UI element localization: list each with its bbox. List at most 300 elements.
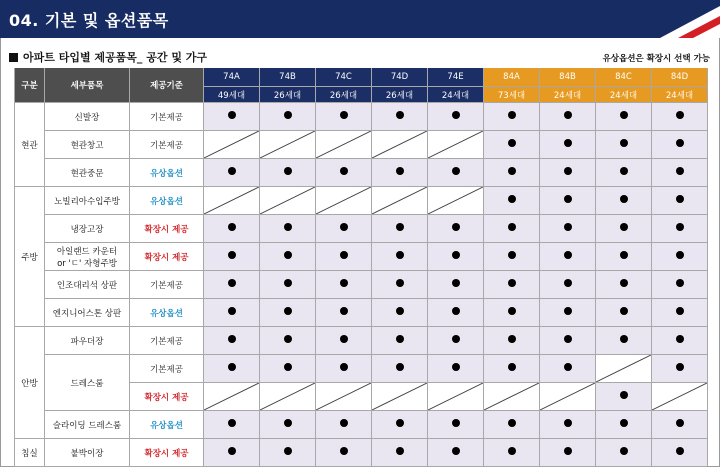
availability-cell-74D xyxy=(372,243,428,271)
provided-dot-icon xyxy=(228,419,236,427)
not-provided-slash-icon xyxy=(428,187,483,214)
availability-cell-74A xyxy=(204,187,260,215)
provided-dot-icon xyxy=(676,139,684,147)
availability-cell-74C xyxy=(316,243,372,271)
item-cell: 인조대리석 상판 xyxy=(45,271,130,299)
provided-dot-icon xyxy=(228,111,236,119)
availability-cell-74B xyxy=(260,439,316,467)
provided-dot-icon xyxy=(340,279,348,287)
provided-dot-icon xyxy=(564,419,572,427)
not-provided-slash-icon xyxy=(428,383,483,410)
provided-dot-icon xyxy=(508,447,516,455)
unit-count-74E: 24세대 xyxy=(428,87,484,103)
availability-cell-84A xyxy=(484,299,540,327)
provision-cell: 확장시 제공 xyxy=(130,243,204,271)
availability-cell-74A xyxy=(204,215,260,243)
provided-dot-icon xyxy=(508,139,516,147)
availability-cell-74E xyxy=(428,187,484,215)
table-row xyxy=(15,411,708,439)
provided-dot-icon xyxy=(620,167,628,175)
not-provided-slash-icon xyxy=(204,131,259,158)
type-header-84C: 84C xyxy=(596,68,652,87)
availability-cell-74D xyxy=(372,439,428,467)
provided-dot-icon xyxy=(676,363,684,371)
availability-cell-74B xyxy=(260,103,316,131)
availability-cell-74A xyxy=(204,103,260,131)
table-row xyxy=(15,355,708,383)
availability-cell-74C xyxy=(316,327,372,355)
provided-dot-icon xyxy=(620,279,628,287)
availability-cell-84C xyxy=(596,355,652,383)
availability-cell-84C xyxy=(596,327,652,355)
provided-dot-icon xyxy=(228,279,236,287)
availability-cell-84A xyxy=(484,103,540,131)
provided-dot-icon xyxy=(676,419,684,427)
availability-cell-74D xyxy=(372,187,428,215)
provided-dot-icon xyxy=(284,279,292,287)
provided-dot-icon xyxy=(508,251,516,259)
availability-cell-84C xyxy=(596,271,652,299)
availability-cell-74B xyxy=(260,383,316,411)
table-row xyxy=(15,131,708,159)
provided-dot-icon xyxy=(396,335,404,343)
provided-dot-icon xyxy=(452,279,460,287)
table-row xyxy=(15,439,708,467)
provided-dot-icon xyxy=(620,307,628,315)
provided-dot-icon xyxy=(396,279,404,287)
availability-cell-74B xyxy=(260,271,316,299)
not-provided-slash-icon xyxy=(484,383,539,410)
availability-cell-84B xyxy=(540,271,596,299)
provision-cell: 기본제공 xyxy=(130,103,204,131)
availability-cell-74E xyxy=(428,355,484,383)
provided-dot-icon xyxy=(396,447,404,455)
provision-cell: 확장시 제공 xyxy=(130,383,204,411)
unit-count-84C: 24세대 xyxy=(596,87,652,103)
availability-cell-84C xyxy=(596,187,652,215)
availability-cell-84D xyxy=(652,159,708,187)
availability-cell-74D xyxy=(372,383,428,411)
type-header-84B: 84B xyxy=(540,68,596,87)
availability-cell-84A xyxy=(484,355,540,383)
availability-cell-84B xyxy=(540,159,596,187)
not-provided-slash-icon xyxy=(260,383,315,410)
availability-cell-74E xyxy=(428,299,484,327)
availability-cell-84B xyxy=(540,299,596,327)
not-provided-slash-icon xyxy=(260,187,315,214)
provided-dot-icon xyxy=(340,251,348,259)
availability-cell-84B xyxy=(540,411,596,439)
provided-dot-icon xyxy=(508,279,516,287)
availability-cell-84D xyxy=(652,439,708,467)
availability-cell-74D xyxy=(372,159,428,187)
availability-cell-74A xyxy=(204,439,260,467)
unit-count-84B: 24세대 xyxy=(540,87,596,103)
column-header-category: 구분 xyxy=(15,68,45,103)
table-row xyxy=(15,103,708,131)
item-cell: 엔지니어스톤 상판 xyxy=(45,299,130,327)
provided-dot-icon xyxy=(676,307,684,315)
availability-cell-74C xyxy=(316,411,372,439)
availability-cell-84B xyxy=(540,103,596,131)
provided-dot-icon xyxy=(228,251,236,259)
not-provided-slash-icon xyxy=(204,383,259,410)
provided-dot-icon xyxy=(340,111,348,119)
provided-dot-icon xyxy=(508,419,516,427)
availability-cell-74B xyxy=(260,243,316,271)
availability-cell-84C xyxy=(596,159,652,187)
not-provided-slash-icon xyxy=(372,187,427,214)
availability-cell-74B xyxy=(260,187,316,215)
item-cell: 파우더장 xyxy=(45,327,130,355)
provided-dot-icon xyxy=(564,195,572,203)
availability-cell-74E xyxy=(428,215,484,243)
provided-dot-icon xyxy=(452,363,460,371)
type-header-74A: 74A xyxy=(204,68,260,87)
not-provided-slash-icon xyxy=(316,383,371,410)
table-row xyxy=(15,187,708,215)
provided-dot-icon xyxy=(284,363,292,371)
category-cell: 안방 xyxy=(15,327,45,439)
provision-cell: 유상옵션 xyxy=(130,411,204,439)
header-decoration-icon xyxy=(630,0,720,38)
square-bullet-icon xyxy=(9,53,18,62)
availability-cell-74B xyxy=(260,299,316,327)
provided-dot-icon xyxy=(452,419,460,427)
provided-dot-icon xyxy=(396,223,404,231)
unit-count-74B: 26세대 xyxy=(260,87,316,103)
availability-cell-84C xyxy=(596,299,652,327)
not-provided-slash-icon xyxy=(316,187,371,214)
unit-count-74D: 26세대 xyxy=(372,87,428,103)
provided-dot-icon xyxy=(284,111,292,119)
availability-cell-74D xyxy=(372,103,428,131)
header-row-types xyxy=(15,68,708,87)
table-row xyxy=(15,327,708,355)
availability-cell-74B xyxy=(260,355,316,383)
provided-dot-icon xyxy=(676,279,684,287)
category-cell: 현관 xyxy=(15,103,45,187)
item-cell: 현관창고 xyxy=(45,131,130,159)
availability-cell-74E xyxy=(428,411,484,439)
availability-cell-84C xyxy=(596,103,652,131)
provided-dot-icon xyxy=(676,111,684,119)
provided-dot-icon xyxy=(228,167,236,175)
availability-cell-84A xyxy=(484,243,540,271)
availability-cell-84A xyxy=(484,159,540,187)
provided-dot-icon xyxy=(452,447,460,455)
item-cell: 노빌리아수입주방 xyxy=(45,187,130,215)
provided-dot-icon xyxy=(508,335,516,343)
type-header-84D: 84D xyxy=(652,68,708,87)
provided-dot-icon xyxy=(228,363,236,371)
provided-dot-icon xyxy=(396,419,404,427)
provided-dot-icon xyxy=(564,223,572,231)
provided-dot-icon xyxy=(564,363,572,371)
provided-dot-icon xyxy=(564,167,572,175)
availability-cell-74C xyxy=(316,299,372,327)
availability-cell-74C xyxy=(316,187,372,215)
availability-cell-84A xyxy=(484,383,540,411)
provided-dot-icon xyxy=(396,251,404,259)
provided-dot-icon xyxy=(564,447,572,455)
availability-cell-84C xyxy=(596,215,652,243)
provided-dot-icon xyxy=(564,251,572,259)
provided-dot-icon xyxy=(620,447,628,455)
unit-count-74C: 26세대 xyxy=(316,87,372,103)
availability-cell-74C xyxy=(316,159,372,187)
provided-dot-icon xyxy=(620,223,628,231)
availability-cell-84A xyxy=(484,327,540,355)
availability-cell-84B xyxy=(540,355,596,383)
availability-cell-74C xyxy=(316,215,372,243)
provided-dot-icon xyxy=(396,307,404,315)
availability-cell-74D xyxy=(372,131,428,159)
availability-cell-84C xyxy=(596,383,652,411)
provided-dot-icon xyxy=(564,139,572,147)
provided-dot-icon xyxy=(228,307,236,315)
column-header-item: 세부품목 xyxy=(45,68,130,103)
provided-dot-icon xyxy=(508,307,516,315)
availability-cell-74A xyxy=(204,355,260,383)
availability-cell-84D xyxy=(652,299,708,327)
category-cell: 주방 xyxy=(15,187,45,327)
table-row xyxy=(15,215,708,243)
provision-cell: 기본제공 xyxy=(130,327,204,355)
availability-cell-74E xyxy=(428,271,484,299)
availability-cell-84A xyxy=(484,439,540,467)
availability-cell-84C xyxy=(596,131,652,159)
availability-cell-84D xyxy=(652,215,708,243)
provided-dot-icon xyxy=(452,335,460,343)
provided-dot-icon xyxy=(620,419,628,427)
availability-cell-84D xyxy=(652,355,708,383)
table-row xyxy=(15,159,708,187)
availability-cell-74D xyxy=(372,299,428,327)
provision-cell: 확장시 제공 xyxy=(130,439,204,467)
provided-dot-icon xyxy=(620,391,628,399)
table-row xyxy=(15,243,708,271)
availability-cell-84A xyxy=(484,131,540,159)
type-header-74B: 74B xyxy=(260,68,316,87)
availability-cell-74C xyxy=(316,103,372,131)
unit-count-74A: 49세대 xyxy=(204,87,260,103)
section-heading xyxy=(9,49,207,65)
table-row xyxy=(15,299,708,327)
provision-cell: 기본제공 xyxy=(130,355,204,383)
availability-cell-84C xyxy=(596,439,652,467)
provided-dot-icon xyxy=(284,307,292,315)
not-provided-slash-icon xyxy=(652,383,707,410)
provided-dot-icon xyxy=(452,167,460,175)
availability-cell-84B xyxy=(540,243,596,271)
provided-dot-icon xyxy=(620,251,628,259)
availability-cell-84B xyxy=(540,215,596,243)
provided-dot-icon xyxy=(228,335,236,343)
option-note: 유상옵션은 확장시 선택 가능 xyxy=(602,54,710,64)
availability-cell-74C xyxy=(316,271,372,299)
category-cell: 침실 xyxy=(15,439,45,467)
provision-cell: 유상옵션 xyxy=(130,159,204,187)
provision-cell: 기본제공 xyxy=(130,271,204,299)
item-cell: 현관중문 xyxy=(45,159,130,187)
provided-dot-icon xyxy=(620,335,628,343)
type-header-84A: 84A xyxy=(484,68,540,87)
availability-cell-74D xyxy=(372,327,428,355)
item-cell: 드레스룸 xyxy=(45,355,130,411)
provided-dot-icon xyxy=(396,363,404,371)
provided-dot-icon xyxy=(564,335,572,343)
provided-dot-icon xyxy=(228,447,236,455)
provided-dot-icon xyxy=(340,307,348,315)
provided-dot-icon xyxy=(564,307,572,315)
availability-cell-74C xyxy=(316,439,372,467)
provided-dot-icon xyxy=(676,335,684,343)
not-provided-slash-icon xyxy=(596,355,651,382)
item-cell: 아일랜드 카운터 or 'ㄷ' 자형주방 xyxy=(45,243,130,271)
provided-dot-icon xyxy=(284,419,292,427)
provided-dot-icon xyxy=(620,139,628,147)
item-cell: 신발장 xyxy=(45,103,130,131)
availability-cell-84A xyxy=(484,215,540,243)
availability-cell-84A xyxy=(484,411,540,439)
provided-dot-icon xyxy=(340,419,348,427)
provided-dot-icon xyxy=(396,111,404,119)
provided-dot-icon xyxy=(284,167,292,175)
provided-dot-icon xyxy=(508,111,516,119)
availability-cell-84C xyxy=(596,411,652,439)
availability-cell-74A xyxy=(204,327,260,355)
provided-dot-icon xyxy=(340,363,348,371)
provided-dot-icon xyxy=(676,251,684,259)
provided-dot-icon xyxy=(676,167,684,175)
column-header-provision: 제공기준 xyxy=(130,68,204,103)
availability-cell-74C xyxy=(316,383,372,411)
availability-cell-84D xyxy=(652,327,708,355)
provided-dot-icon xyxy=(676,223,684,231)
availability-cell-74A xyxy=(204,131,260,159)
availability-cell-74A xyxy=(204,159,260,187)
availability-cell-84D xyxy=(652,103,708,131)
provision-cell: 확장시 제공 xyxy=(130,215,204,243)
provided-dot-icon xyxy=(620,195,628,203)
page-header xyxy=(0,0,720,38)
availability-cell-74D xyxy=(372,271,428,299)
provision-cell: 유상옵션 xyxy=(130,299,204,327)
provided-dot-icon xyxy=(676,195,684,203)
not-provided-slash-icon xyxy=(540,383,595,410)
availability-cell-74B xyxy=(260,159,316,187)
provided-dot-icon xyxy=(508,363,516,371)
not-provided-slash-icon xyxy=(372,131,427,158)
provided-dot-icon xyxy=(284,447,292,455)
availability-cell-74E xyxy=(428,103,484,131)
provided-dot-icon xyxy=(508,195,516,203)
availability-cell-74E xyxy=(428,383,484,411)
type-header-74D: 74D xyxy=(372,68,428,87)
type-header-74E: 74E xyxy=(428,68,484,87)
provided-dot-icon xyxy=(340,447,348,455)
unit-count-84D: 24세대 xyxy=(652,87,708,103)
provided-dot-icon xyxy=(452,111,460,119)
not-provided-slash-icon xyxy=(204,187,259,214)
provided-dot-icon xyxy=(452,307,460,315)
availability-cell-84B xyxy=(540,131,596,159)
availability-cell-84D xyxy=(652,131,708,159)
table-row xyxy=(15,271,708,299)
provided-dot-icon xyxy=(284,251,292,259)
availability-cell-74E xyxy=(428,243,484,271)
provided-dot-icon xyxy=(284,223,292,231)
provided-dot-icon xyxy=(396,167,404,175)
item-cell: 슬라이딩 드레스룸 xyxy=(45,411,130,439)
page-title: 04. 기본 및 옵션품목 xyxy=(9,11,169,30)
provided-dot-icon xyxy=(340,223,348,231)
provided-dot-icon xyxy=(340,335,348,343)
availability-cell-84A xyxy=(484,271,540,299)
provided-dot-icon xyxy=(452,251,460,259)
availability-cell-84B xyxy=(540,187,596,215)
availability-cell-74D xyxy=(372,215,428,243)
provided-dot-icon xyxy=(508,223,516,231)
unit-count-84A: 73세대 xyxy=(484,87,540,103)
spec-table xyxy=(14,68,708,467)
availability-cell-84C xyxy=(596,243,652,271)
provided-dot-icon xyxy=(340,167,348,175)
availability-cell-84D xyxy=(652,411,708,439)
availability-cell-74D xyxy=(372,355,428,383)
type-header-74C: 74C xyxy=(316,68,372,87)
item-cell: 붙박이장 xyxy=(45,439,130,467)
availability-cell-84A xyxy=(484,187,540,215)
availability-cell-84B xyxy=(540,327,596,355)
not-provided-slash-icon xyxy=(260,131,315,158)
availability-cell-84D xyxy=(652,271,708,299)
availability-cell-84B xyxy=(540,439,596,467)
availability-cell-74B xyxy=(260,411,316,439)
provided-dot-icon xyxy=(228,223,236,231)
availability-cell-74A xyxy=(204,243,260,271)
availability-cell-74A xyxy=(204,411,260,439)
availability-cell-74A xyxy=(204,383,260,411)
not-provided-slash-icon xyxy=(428,131,483,158)
availability-cell-74C xyxy=(316,355,372,383)
availability-cell-74B xyxy=(260,327,316,355)
section-title: 아파트 타입별 제공품목_ 공간 및 가구 xyxy=(23,51,208,64)
provided-dot-icon xyxy=(452,223,460,231)
availability-cell-84B xyxy=(540,383,596,411)
provided-dot-icon xyxy=(284,335,292,343)
provided-dot-icon xyxy=(508,167,516,175)
availability-cell-74A xyxy=(204,271,260,299)
item-cell: 냉장고장 xyxy=(45,215,130,243)
provided-dot-icon xyxy=(620,111,628,119)
availability-cell-74B xyxy=(260,215,316,243)
provision-cell: 기본제공 xyxy=(130,131,204,159)
availability-cell-84D xyxy=(652,243,708,271)
not-provided-slash-icon xyxy=(316,131,371,158)
provided-dot-icon xyxy=(564,111,572,119)
provision-cell: 유상옵션 xyxy=(130,187,204,215)
availability-cell-74E xyxy=(428,327,484,355)
availability-cell-84D xyxy=(652,187,708,215)
not-provided-slash-icon xyxy=(372,383,427,410)
availability-cell-74E xyxy=(428,131,484,159)
availability-cell-74C xyxy=(316,131,372,159)
availability-cell-74D xyxy=(372,411,428,439)
provided-dot-icon xyxy=(676,447,684,455)
availability-cell-84D xyxy=(652,383,708,411)
